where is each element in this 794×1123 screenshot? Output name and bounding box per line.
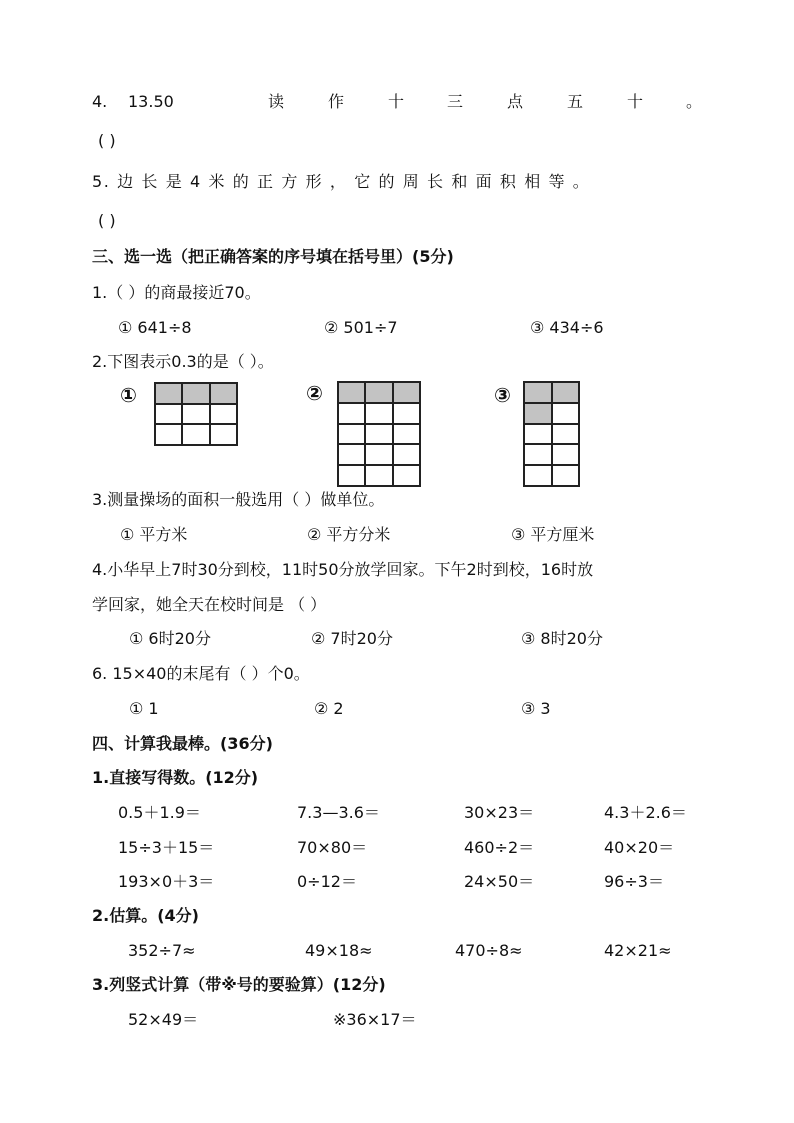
grid-cell <box>552 465 580 486</box>
judge-q4-answer-paren[interactable]: ( ) <box>98 131 116 150</box>
grid-cell <box>552 444 580 465</box>
s3-q6-text: 6. 15×40的末尾有（ ）个0。 <box>92 664 310 683</box>
grid-cell <box>338 424 365 445</box>
vertical-calc-item: 52×49＝ <box>128 1010 199 1029</box>
shaded-cell <box>365 382 392 403</box>
shaded-cell <box>182 383 209 404</box>
figure-2-grid <box>337 381 421 487</box>
shaded-cell <box>524 403 552 424</box>
grid-cell <box>524 465 552 486</box>
judge-q4-char: 五 <box>567 92 584 111</box>
s3-q2-text: 2.下图表示0.3的是（ ）。 <box>92 352 274 371</box>
s3-q3-option-2[interactable]: ② 平方分米 <box>307 525 391 544</box>
s3-q3-option-3[interactable]: ③ 平方厘米 <box>511 525 595 544</box>
judge-q4-number: 4. <box>92 92 108 111</box>
calc-item: 24×50＝ <box>464 872 535 891</box>
s4-part1-title: 1.直接写得数。(12分) <box>92 768 259 787</box>
shaded-cell <box>524 382 552 403</box>
calc-item: 460÷2＝ <box>464 838 535 857</box>
grid-cell <box>393 444 420 465</box>
section4-title: 四、计算我最棒。(36分) <box>92 734 273 753</box>
s3-q1-option-1[interactable]: ① 641÷8 <box>118 318 192 337</box>
s3-q3-text: 3.测量操场的面积一般选用（ ）做单位。 <box>92 490 385 509</box>
calc-item: 30×23＝ <box>464 803 535 822</box>
s3-q6-option-3[interactable]: ③ 3 <box>521 699 551 718</box>
calc-item: 0÷12＝ <box>297 872 357 891</box>
calc-item: 4.3＋2.6＝ <box>604 803 687 822</box>
calc-item: 40×20＝ <box>604 838 675 857</box>
judge-q4-char: 。 <box>686 92 703 111</box>
grid-cell <box>182 424 209 445</box>
estimate-item: 42×21≈ <box>604 941 672 960</box>
grid-cell <box>524 424 552 445</box>
grid-cell <box>524 444 552 465</box>
judge-q4-char: 三 <box>447 92 464 111</box>
shaded-cell <box>338 382 365 403</box>
figure-2-label: ② <box>306 381 323 405</box>
s3-q6-option-1[interactable]: ① 1 <box>129 699 159 718</box>
calc-item: 15÷3＋15＝ <box>118 838 215 857</box>
s3-q1-text: 1.（ ）的商最接近70。 <box>92 283 261 302</box>
grid-cell <box>552 424 580 445</box>
calc-item: 193×0＋3＝ <box>118 872 215 891</box>
grid-cell <box>393 424 420 445</box>
grid-cell <box>182 404 209 425</box>
grid-cell <box>338 444 365 465</box>
grid-cell <box>338 465 365 486</box>
grid-cell <box>552 403 580 424</box>
judge-q4-char: 作 <box>328 92 345 111</box>
figure-3-grid <box>523 381 580 487</box>
s3-q4-text-line2: 学回家，她全天在校时间是 （ ） <box>92 595 327 614</box>
grid-cell <box>365 444 392 465</box>
grid-cell <box>365 424 392 445</box>
vertical-calc-item: ※36×17＝ <box>333 1010 417 1029</box>
grid-cell <box>210 424 237 445</box>
judge-q4-value: 13.50 <box>128 92 174 111</box>
grid-cell <box>155 424 182 445</box>
judge-q4-char: 读 <box>268 92 285 111</box>
judge-q5-text: 5. 边 长 是 4 米 的 正 方 形 ， 它 的 周 长 和 面 积 相 等 。 <box>92 172 591 191</box>
calc-item: 0.5＋1.9＝ <box>118 803 201 822</box>
shaded-cell <box>210 383 237 404</box>
judge-q4-char: 点 <box>507 92 524 111</box>
judge-q5-answer-paren[interactable]: ( ) <box>98 211 116 230</box>
s3-q4-option-1[interactable]: ① 6时20分 <box>129 629 211 648</box>
grid-cell <box>393 403 420 424</box>
judge-q4-char: 十 <box>388 92 405 111</box>
calc-item: 70×80＝ <box>297 838 368 857</box>
estimate-item: 470÷8≈ <box>455 941 523 960</box>
grid-cell <box>365 465 392 486</box>
figure-3-label: ③ <box>494 383 511 407</box>
s4-part2-title: 2.估算。(4分) <box>92 906 199 925</box>
estimate-item: 352÷7≈ <box>128 941 196 960</box>
section3-title: 三、选一选（把正确答案的序号填在括号里）(5分) <box>92 247 454 266</box>
calc-item: 96÷3＝ <box>604 872 664 891</box>
figure-1-label: ① <box>120 383 137 407</box>
figure-1-grid <box>154 382 238 446</box>
s3-q4-option-2[interactable]: ② 7时20分 <box>311 629 393 648</box>
estimate-item: 49×18≈ <box>305 941 373 960</box>
judge-q4-char: 十 <box>627 92 644 111</box>
s3-q1-option-2[interactable]: ② 501÷7 <box>324 318 398 337</box>
s3-q6-option-2[interactable]: ② 2 <box>314 699 344 718</box>
s3-q1-option-3[interactable]: ③ 434÷6 <box>530 318 604 337</box>
grid-cell <box>210 404 237 425</box>
s3-q4-text-line1: 4.小华早上7时30分到校，11时50分放学回家。下午2时到校，16时放 <box>92 560 594 579</box>
shaded-cell <box>393 382 420 403</box>
shaded-cell <box>552 382 580 403</box>
grid-cell <box>338 403 365 424</box>
calc-item: 7.3—3.6＝ <box>297 803 380 822</box>
grid-cell <box>365 403 392 424</box>
grid-cell <box>155 404 182 425</box>
grid-cell <box>393 465 420 486</box>
shaded-cell <box>155 383 182 404</box>
s4-part3-title: 3.列竖式计算（带※号的要验算）(12分) <box>92 975 386 994</box>
s3-q3-option-1[interactable]: ① 平方米 <box>120 525 188 544</box>
s3-q4-option-3[interactable]: ③ 8时20分 <box>521 629 603 648</box>
